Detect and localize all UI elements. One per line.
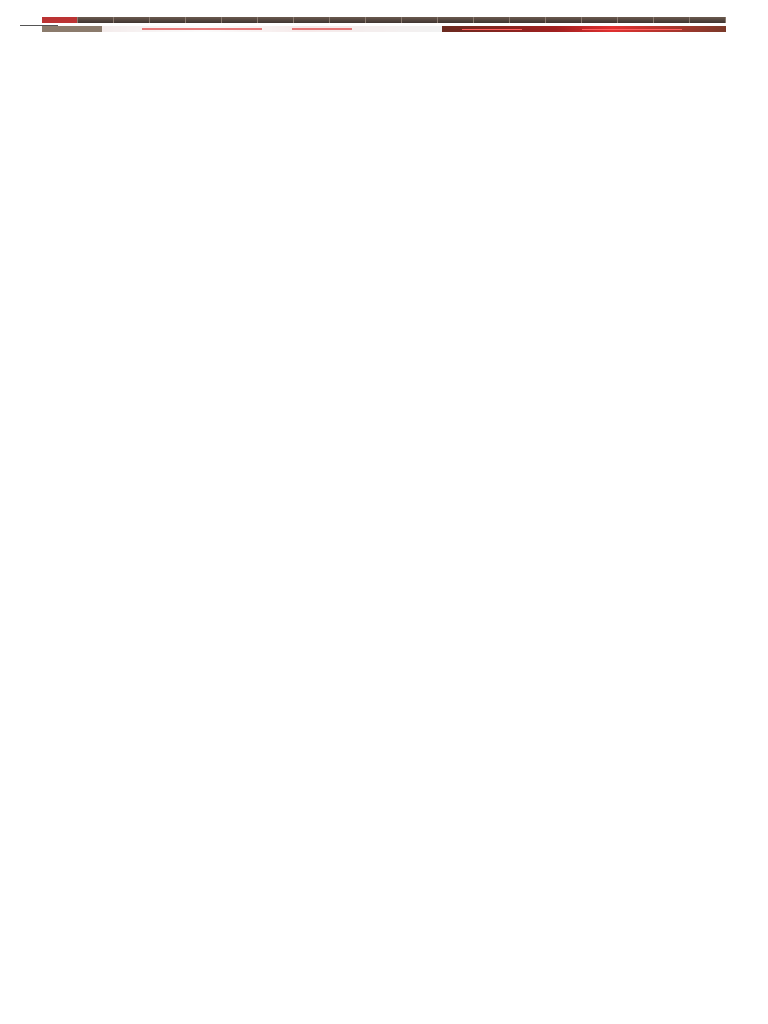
entry-list bbox=[42, 33, 728, 1023]
nav-item[interactable] bbox=[546, 17, 582, 23]
nav-item[interactable] bbox=[114, 17, 150, 23]
nav-item[interactable] bbox=[330, 17, 366, 23]
main-nav-bar bbox=[42, 17, 726, 23]
banner-left bbox=[42, 26, 102, 32]
banner-right bbox=[442, 26, 726, 32]
nav-item[interactable] bbox=[42, 17, 78, 23]
top-link-bar[interactable] bbox=[42, 2, 742, 11]
nav-item[interactable] bbox=[510, 17, 546, 23]
nav-item[interactable] bbox=[438, 17, 474, 23]
top-link-line[interactable] bbox=[42, 6, 742, 10]
nav-item[interactable] bbox=[474, 17, 510, 23]
nav-item[interactable] bbox=[222, 17, 258, 23]
nav-item[interactable] bbox=[78, 17, 114, 23]
nav-item[interactable] bbox=[258, 17, 294, 23]
nav-item[interactable] bbox=[366, 17, 402, 23]
nav-item[interactable] bbox=[186, 17, 222, 23]
nav-item[interactable] bbox=[618, 17, 654, 23]
nav-item[interactable] bbox=[150, 17, 186, 23]
banner bbox=[42, 26, 726, 32]
nav-item[interactable] bbox=[654, 17, 690, 23]
nav-item[interactable] bbox=[402, 17, 438, 23]
banner-center bbox=[102, 26, 442, 32]
nav-item[interactable] bbox=[294, 17, 330, 23]
nav-item[interactable] bbox=[582, 17, 618, 23]
nav-item[interactable] bbox=[690, 17, 726, 23]
